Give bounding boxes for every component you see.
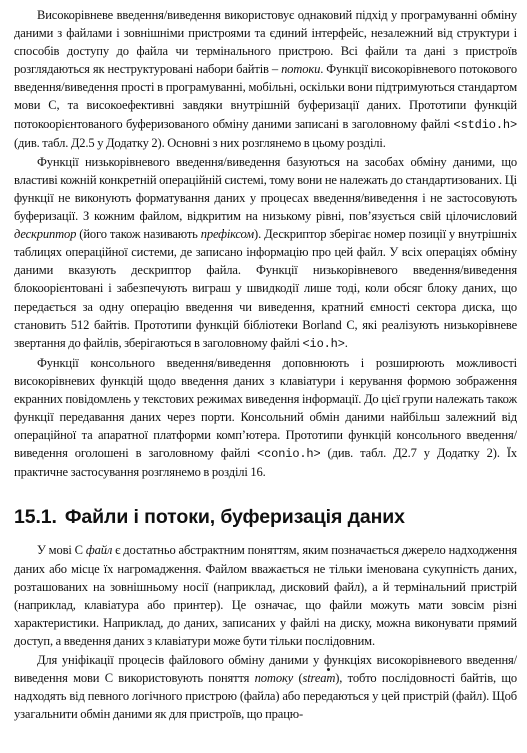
text-run: . xyxy=(344,335,348,350)
italic-term: потоки xyxy=(281,62,321,77)
text-run: (див. табл. Д2.7 у Додатку 2). Їх практичне застосування розглянемо в розділі 16. xyxy=(14,446,517,480)
text-run: ( xyxy=(293,671,303,686)
italic-term: дескриптор xyxy=(14,227,77,242)
text-run: ). Дескриптор зберігає номер позиції у внутрішніх таблицях операційної системи, де записано інформацію про цей файл. У всіх операціях обміну даними вказують дескриптор файла. Функції низькорівневого введення/виведення блокоорієнтовані і забезпечують виграш у швидкодії лише тоді, коли обсяг блоку даних, що передається за одну операцію введення чи виведення, кратний ємності сектора диска, що становить 512 байтів. Прототипи функцій бібліотеки Borland C, які реалізують низькорівневе звертання до файлів, зберігаються в заголовному файлі xyxy=(14,227,517,350)
text-run: є достатньо абстрактним поняттям, яким позначається джерело надходження даних або місце їх нагромадження. Файлом вважається не тільки іменована сукупність даних, розташованих на зовнішньому носії (наприклад, дисковий файл), а й термінальний пристрій (наприклад, клавіатура або принтер). Це означає, що файли можуть мати зовсім різні характеристики. Наприклад, до даних, записаних у файлі на диску, можна виконувати прямий доступ, а введення даних з клавіатури може бути тільки послідовним. xyxy=(14,543,518,648)
header-file-name: <stdio.h> xyxy=(453,117,517,132)
paragraph xyxy=(14,354,517,482)
text-run: Для уніфікації процесів файлового обміну даними у функціях високорівневого введення/виведення мови С використовують поняття xyxy=(14,653,517,686)
text-run: Функції консольного введення/виведення доповнюють і розширюють можливості високорівневих функцій щодо введення даних з клавіатури і керування формою зображення екранних повідомлень у текстових режимах виведення інформації. До цієї групи належать також функції передавання даних через порти. Консольний обмін даними найбільш залежний від операційної та апаратної платформи комп’ютера. Прототипи функцій консольного введення/виведення оголошені в заголовному файлі xyxy=(14,355,517,461)
text-run: ), тобто послідовності байтів, що надходять від певного логічного пристрою (файла) або передаються у цей пристрій (файл). Щоб узагальнити обмін даними як для пристроїв, що працю- xyxy=(14,671,517,722)
italic-term: stream xyxy=(302,671,336,686)
paragraph xyxy=(14,6,517,152)
header-file-name: <io.h> xyxy=(302,336,345,351)
italic-term: файл xyxy=(85,543,113,558)
section-title: Файли і потоки, буферизація даних xyxy=(64,506,405,529)
print-speck xyxy=(327,668,330,671)
paragraph xyxy=(14,541,517,650)
section-heading xyxy=(14,505,517,529)
text-run: Високорівневе введення/виведення використовує однаковий підхід у програмуванні обміну даними з файлами і зовнішніми пристроями та єдиний інтерфейс, незалежний від структури і способів доступу до файла чи термінального пристрою. Всі файли та дані з пристроїв розглядаються як неструктуровані набори байтів – xyxy=(14,8,517,77)
text-run: (його також називають xyxy=(76,227,201,242)
italic-term: префіксом xyxy=(200,227,255,242)
text-run: У мові С xyxy=(37,543,86,558)
paragraph xyxy=(14,153,517,353)
paragraph xyxy=(14,651,517,723)
section-body xyxy=(14,541,517,723)
text-run: Функції низькорівневого введення/виведення базуються на засобах обміну даними, що властиві кожній конкретній операційній системі, тому вони не належать до стандартизованих. Ці функції не виконують форматування даних у процесах введення/виведення і не застосовують буферизації. З кожним файлом, відкритим на низькому рівні, пов’язується свій цілочисловий xyxy=(14,154,517,224)
italic-term: потоку xyxy=(254,671,294,686)
text-run: . Функції високорівневого потокового введення/виведення прості в програмуванні, мобільні, оскільки вони підтримуються стандартом мови С, та високоефективні завдяки внутрішній буферизації даних. Прототипи функцій потокоорієнтованого буферизованого обміну даними записані в заголовному файлі xyxy=(14,62,517,131)
text-run: (див. табл. Д2.5 у Додатку 2). Основні з них розглянемо в цьому розділі. xyxy=(14,135,386,150)
header-file-name: <conio.h> xyxy=(257,447,321,462)
intro-text xyxy=(14,6,517,481)
section-number: 15.1. xyxy=(14,506,57,529)
